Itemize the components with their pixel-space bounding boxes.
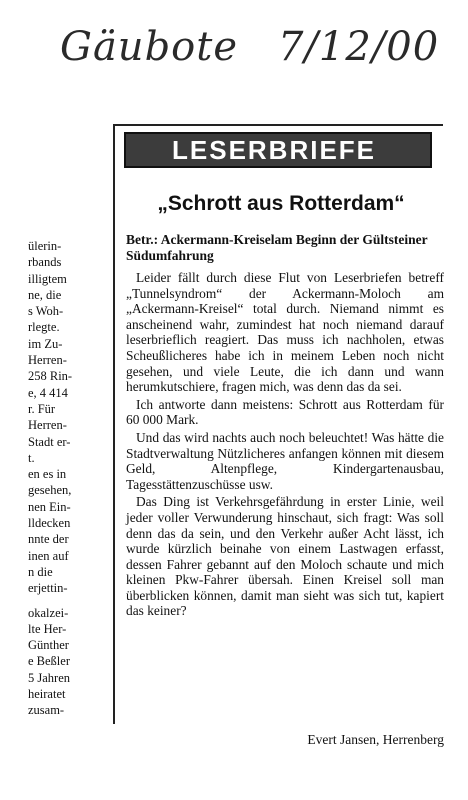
fragment-line: e, 4 414 xyxy=(28,385,68,400)
article-headline: „Schrott aus Rotterdam“ xyxy=(157,192,405,215)
fragment-line: 5 Jahren xyxy=(28,670,70,685)
handwritten-source-note xyxy=(60,18,440,78)
fragment-line: Herren- xyxy=(28,418,67,433)
fragment-line: t. xyxy=(28,450,35,465)
letter-body xyxy=(126,270,444,621)
letter-paragraph: Das Ding ist Verkehrsgefährdung in erster Linie, weil jeder voller Verwunderung hinschaut, sich fragt: Was soll denn das da sein, und den Verkehr außer Acht lässt, ich wurde kürzlich beinahe von einem Lastwagen erfasst, dessen Fahrer gebannt auf den Moloch schaute und mich kleinen Pkw-Fahrer übersah. Einen Kreisel soll man überblicken können, damit man sieht was sich tut, kapiert das keiner? xyxy=(126,494,444,619)
fragment-line: im Zu- xyxy=(28,336,63,351)
fragment-line: ülerin- xyxy=(28,239,62,253)
letter-paragraph: Und das wird nachts auch noch beleuchtet! Was hätte die Stadtverwaltung Nützlicheres anfangen können mit diesem Geld, Altenpflege, Kindergartenausbau, Tagesstättenzuschüsse usw. xyxy=(126,429,444,492)
adjacent-article-fragment xyxy=(28,238,108,719)
fragment-line: lldecken xyxy=(28,516,71,531)
fragment-line: s Woh- xyxy=(28,304,64,319)
letter-author-signature: Evert Jansen, Herrenberg xyxy=(307,732,444,747)
handwritten-date: 7/12/00 xyxy=(278,24,440,70)
column-divider-horizontal xyxy=(113,124,443,126)
letter-paragraph: Leider fällt durch diese Flut von Leserbriefen betreff „Tunnelsyndrom“ der Ackermann-Moloch am „Ackermann-Kreisel“ total durch. Niemand nimmt es anscheinend wahr, zumindest hat noch niemand darauf leserbrieflich reagiert. Das muss ich nachholen, etwas Scheußlicheres habe ich in meinem Leben noch nicht gesehen, und viele Leute, die ich dann und wann herumkutschiere, fragen mich, was denn das da sei. xyxy=(126,270,444,395)
letter-paragraph: Ich antworte dann meistens: Schrott aus Rotterdam für 60 000 Mark. xyxy=(126,396,444,428)
fragment-line: 258 Rin- xyxy=(28,369,73,384)
fragment-line: gesehen, xyxy=(28,483,72,498)
fragment-block-1 xyxy=(28,238,108,336)
fragment-line: nnte der xyxy=(28,532,69,547)
handwritten-newspaper-name: Gäubote xyxy=(60,24,238,70)
article-subject-line: Betr.: Ackermann-Kreiselam Beginn der Gültsteiner Südumfahrung xyxy=(126,232,428,263)
fragment-spacer xyxy=(28,597,108,605)
fragment-block-4 xyxy=(28,605,108,719)
fragment-line: illigtem xyxy=(28,271,67,286)
fragment-block-3 xyxy=(28,466,108,596)
section-banner: LESERBRIEFE xyxy=(124,132,432,168)
fragment-line: zusam- xyxy=(28,703,65,718)
fragment-block-2 xyxy=(28,336,108,466)
fragment-line: n die xyxy=(28,564,53,579)
fragment-line: lte Her- xyxy=(28,621,67,636)
fragment-line: nen Ein- xyxy=(28,499,71,514)
fragment-line: Stadt er- xyxy=(28,434,71,449)
fragment-line: erjettin- xyxy=(28,581,68,596)
fragment-line: ne, die xyxy=(28,287,62,302)
fragment-line: Günther xyxy=(28,638,69,653)
fragment-line: heiratet xyxy=(28,687,66,702)
fragment-line: rlegte. xyxy=(28,320,60,335)
fragment-line: e Beßler xyxy=(28,654,70,669)
fragment-line: r. Für xyxy=(28,401,56,416)
fragment-line: en es in xyxy=(28,467,67,482)
column-divider-vertical xyxy=(113,124,115,724)
fragment-line: okalzei- xyxy=(28,605,69,620)
fragment-line: rbands xyxy=(28,255,62,270)
fragment-line: Herren- xyxy=(28,353,67,368)
fragment-line: inen auf xyxy=(28,548,69,563)
